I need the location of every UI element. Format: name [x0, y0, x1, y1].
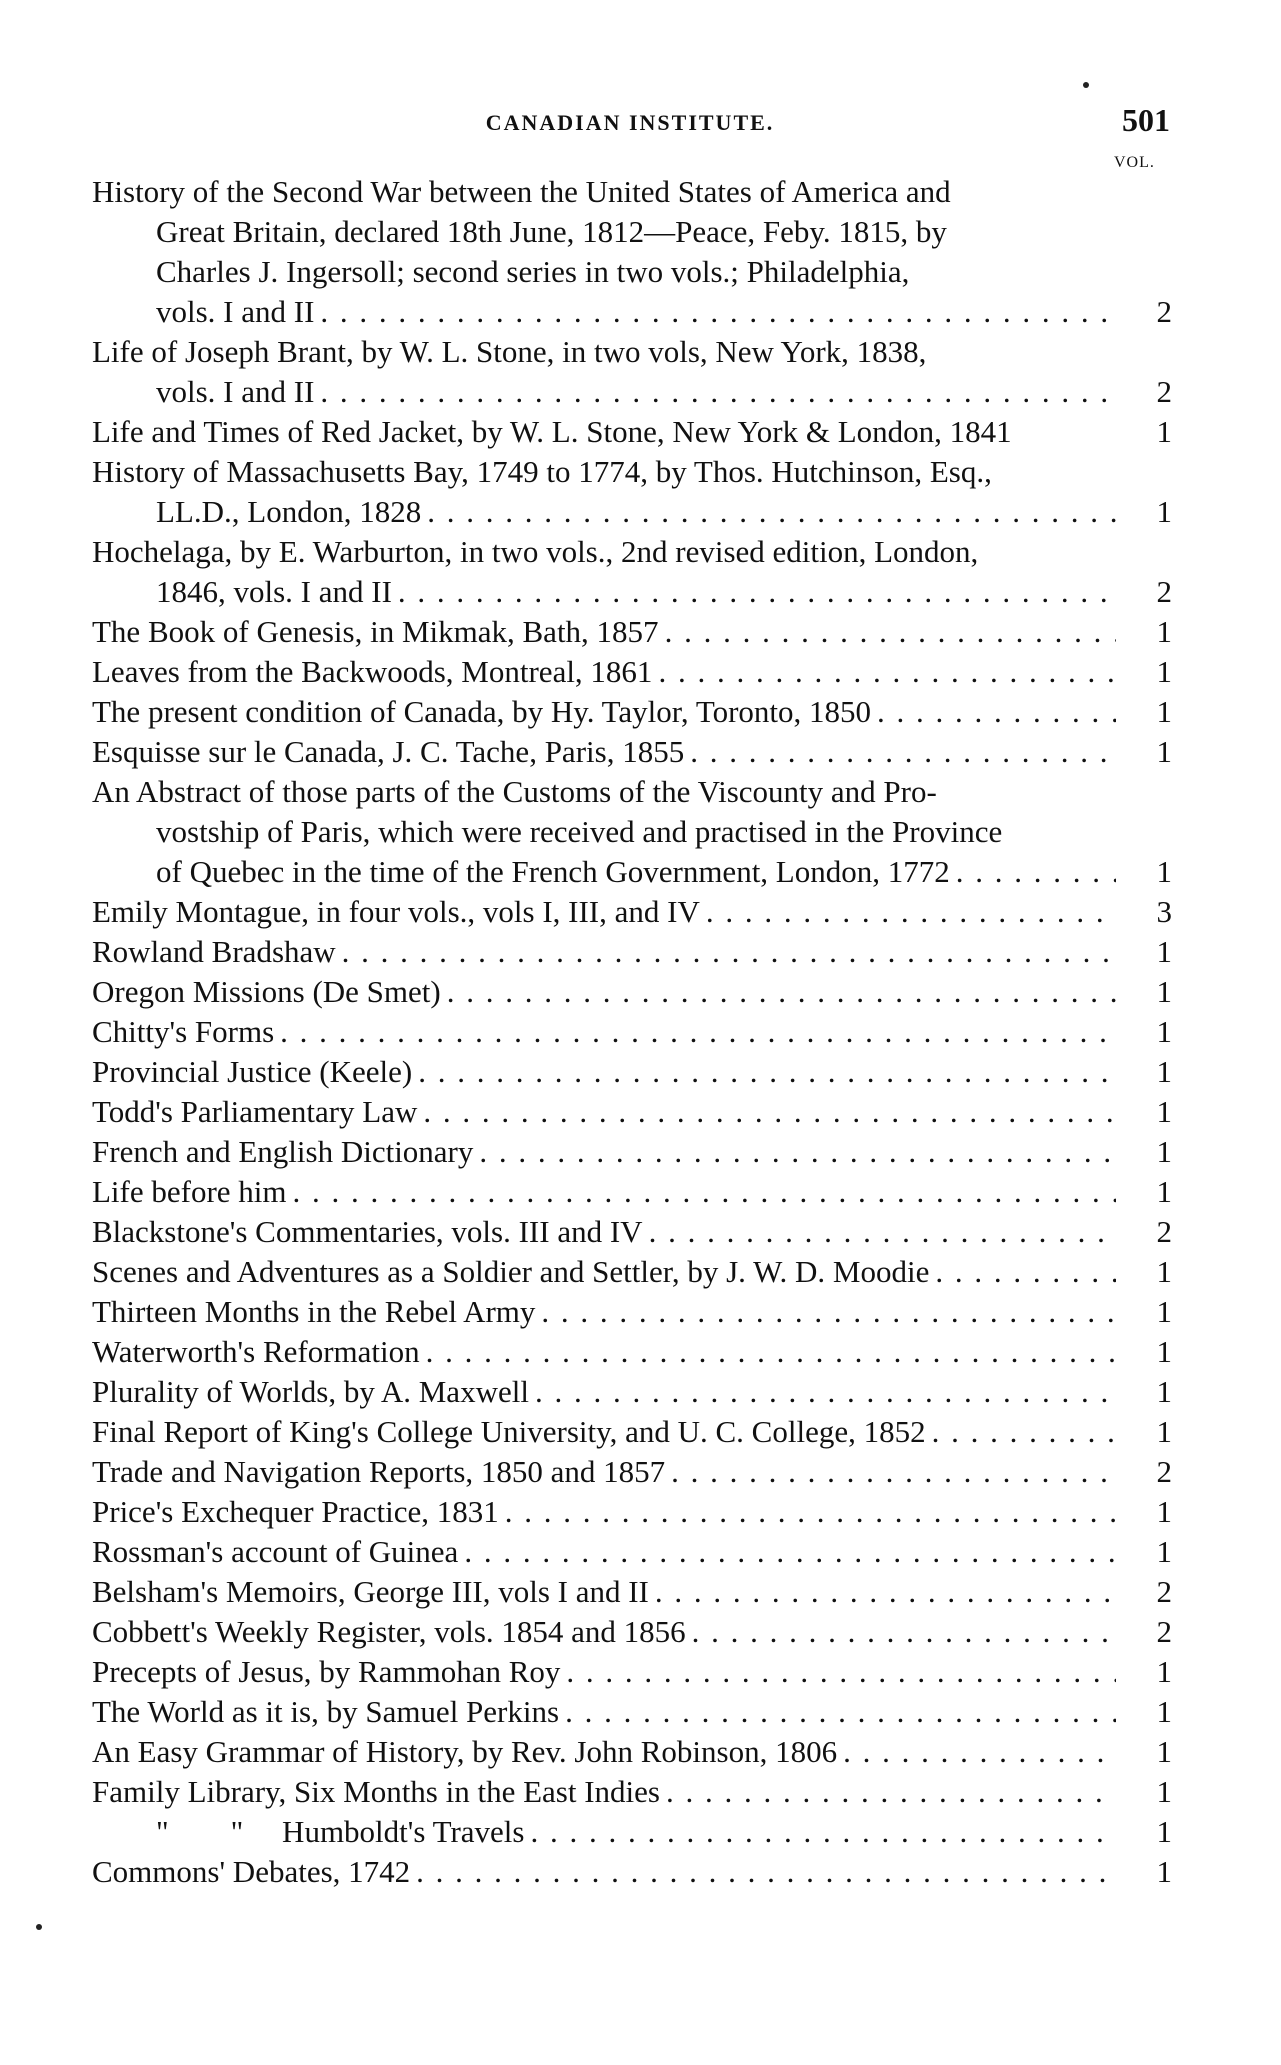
- dot-leader: [342, 932, 1116, 972]
- entry-text-line: History of the Second War between the United States of America and: [92, 174, 951, 209]
- catalogue-entry: [92, 1252, 1172, 1292]
- entry-last-line: [92, 1772, 1172, 1812]
- dot-leader: [505, 1492, 1116, 1532]
- entry-title: Leaves from the Backwoods, Montreal, 1861: [92, 654, 653, 689]
- dot-leader: [535, 1372, 1116, 1412]
- entry-title: Scenes and Adventures as a Soldier and Settler, by J. W. D. Moodie: [92, 1254, 930, 1289]
- volume-count: 1: [1156, 1654, 1172, 1689]
- entry-title: Family Library, Six Months in the East Indies: [92, 1774, 660, 1809]
- volume-count: 1: [1156, 1534, 1172, 1569]
- volume-count: 2: [1156, 1614, 1172, 1649]
- catalogue-entry: [92, 732, 1172, 772]
- entry-title: " " Humboldt's Travels: [156, 1814, 525, 1849]
- entry-title: The present condition of Canada, by Hy. Taylor, Toronto, 1850: [92, 694, 872, 729]
- entry-last-line: [92, 732, 1172, 772]
- catalogue-entry: [92, 932, 1172, 972]
- entry-title: Thirteen Months in the Rebel Army: [92, 1294, 536, 1329]
- entry-title: Trade and Navigation Reports, 1850 and 1857: [92, 1454, 666, 1489]
- entry-title: Precepts of Jesus, by Rammohan Roy: [92, 1654, 561, 1689]
- entry-title: Rowland Bradshaw: [92, 934, 336, 969]
- entry-last-line: [92, 692, 1172, 732]
- catalogue-entry: [92, 1612, 1172, 1652]
- entry-last-line: [92, 1852, 1172, 1892]
- volume-count: 1: [1156, 854, 1172, 889]
- volume-count: 1: [1156, 694, 1172, 729]
- entry-last-line: [92, 612, 1172, 652]
- entry-last-line: [92, 1692, 1172, 1732]
- dot-leader: [706, 892, 1116, 932]
- entry-last-line: [92, 1652, 1172, 1692]
- dot-leader: [398, 572, 1116, 612]
- entry-last-line: [92, 292, 1172, 332]
- entry-title: vols. I and II: [156, 374, 315, 409]
- dot-leader: [418, 1052, 1116, 1092]
- catalogue-entry: [92, 452, 1172, 532]
- volume-count: 1: [1156, 1814, 1172, 1849]
- entry-last-line: [92, 1252, 1172, 1292]
- entry-title: The Book of Genesis, in Mikmak, Bath, 1857: [92, 614, 659, 649]
- dot-leader: [447, 972, 1116, 1012]
- running-head: [90, 100, 1170, 144]
- volume-count: 2: [1156, 374, 1172, 409]
- catalogue-entry: [92, 1412, 1172, 1452]
- catalogue-entry: [92, 1732, 1172, 1772]
- entry-title: Chitty's Forms: [92, 1014, 275, 1049]
- catalogue-entry: [92, 1852, 1172, 1892]
- entry-title: Final Report of King's College University, and U. C. College, 1852: [92, 1414, 926, 1449]
- entry-title: Price's Exchequer Practice, 1831: [92, 1494, 499, 1529]
- dot-leader: [935, 1252, 1116, 1292]
- entry-last-line: [92, 1612, 1172, 1652]
- volume-count: 1: [1156, 1094, 1172, 1129]
- catalogue-entry: [92, 412, 1172, 452]
- entry-last-line: [92, 1292, 1172, 1332]
- entry-last-line: [92, 1372, 1172, 1412]
- entry-last-line: [92, 1452, 1172, 1492]
- catalogue-entry: [92, 1692, 1172, 1732]
- volume-count: 1: [1156, 1334, 1172, 1369]
- volume-count: 1: [1156, 1694, 1172, 1729]
- entry-last-line: [92, 652, 1172, 692]
- entry-title: French and English Dictionary: [92, 1134, 474, 1169]
- entry-last-line: [92, 1012, 1172, 1052]
- entry-title: Life before him: [92, 1174, 287, 1209]
- volume-count: 1: [1156, 1414, 1172, 1449]
- volume-count: 1: [1156, 614, 1172, 649]
- dot-leader: [479, 1132, 1116, 1172]
- catalogue-entry: [92, 1452, 1172, 1492]
- entry-title: Cobbett's Weekly Register, vols. 1854 and 1856: [92, 1614, 686, 1649]
- entry-text-line: Great Britain, declared 18th June, 1812—Peace, Feby. 1815, by: [156, 214, 947, 249]
- catalogue-entry: [92, 332, 1172, 412]
- dot-leader: [423, 1092, 1116, 1132]
- entry-title: Commons' Debates, 1742: [92, 1854, 411, 1889]
- volume-count: 1: [1156, 1134, 1172, 1169]
- dot-leader: [655, 1572, 1116, 1612]
- entry-last-line: [92, 1412, 1172, 1452]
- dot-leader: [666, 1772, 1116, 1812]
- entry-title: Waterworth's Reformation: [92, 1334, 420, 1369]
- catalogue-list: [92, 172, 1172, 1892]
- volume-count: 1: [1156, 1374, 1172, 1409]
- entry-title: vols. I and II: [156, 294, 315, 329]
- catalogue-entry: [92, 1092, 1172, 1132]
- volume-count: 1: [1156, 414, 1172, 449]
- catalogue-entry: [92, 1132, 1172, 1172]
- entry-title: 1846, vols. I and II: [156, 574, 392, 609]
- dot-leader: [877, 692, 1116, 732]
- catalogue-entry: [92, 1212, 1172, 1252]
- catalogue-entry: [92, 1372, 1172, 1412]
- entry-last-line: [92, 1492, 1172, 1532]
- volume-count: 2: [1156, 294, 1172, 329]
- dot-leader: [427, 492, 1116, 532]
- entry-text-line: An Abstract of those parts of the Customs of the Viscounty and Pro-: [92, 774, 937, 809]
- dot-leader: [565, 1692, 1116, 1732]
- dot-leader: [320, 292, 1116, 332]
- entry-last-line: [92, 412, 1172, 452]
- entry-last-line: [92, 932, 1172, 972]
- entry-text-line: Charles J. Ingersoll; second series in two vols.; Philadelphia,: [156, 254, 910, 289]
- entry-last-line: [92, 1732, 1172, 1772]
- entry-last-line: [92, 892, 1172, 932]
- volume-count: 1: [1156, 1774, 1172, 1809]
- catalogue-entry: [92, 1292, 1172, 1332]
- volume-count: 1: [1156, 1054, 1172, 1089]
- entry-title: Rossman's account of Guinea: [92, 1534, 459, 1569]
- dot-leader: [665, 612, 1116, 652]
- print-speck: [1083, 82, 1089, 88]
- volume-count: 1: [1156, 974, 1172, 1009]
- dot-leader: [843, 1732, 1116, 1772]
- entry-text-line: Life of Joseph Brant, by W. L. Stone, in two vols, New York, 1838,: [92, 334, 927, 369]
- entry-last-line: [92, 492, 1172, 532]
- dot-leader: [293, 1172, 1116, 1212]
- entry-last-line: [92, 852, 1172, 892]
- catalogue-entry: [92, 1332, 1172, 1372]
- volume-count: 1: [1156, 934, 1172, 969]
- dot-leader: [566, 1652, 1116, 1692]
- entry-title: Belsham's Memoirs, George III, vols I and II: [92, 1574, 649, 1609]
- page-number: 501: [1122, 102, 1170, 138]
- entry-title: The World as it is, by Samuel Perkins: [92, 1694, 560, 1729]
- volume-count: 2: [1156, 1214, 1172, 1249]
- entry-title: An Easy Grammar of History, by Rev. John Robinson, 1806: [92, 1734, 838, 1769]
- entry-title: Plurality of Worlds, by A. Maxwell: [92, 1374, 529, 1409]
- entry-title: Blackstone's Commentaries, vols. III and IV: [92, 1214, 643, 1249]
- dot-leader: [692, 1612, 1116, 1652]
- catalogue-entry: [92, 1172, 1172, 1212]
- dot-leader: [671, 1452, 1116, 1492]
- entry-last-line: [92, 1212, 1172, 1252]
- running-title: CANADIAN INSTITUTE.: [485, 110, 775, 135]
- entry-title: Todd's Parliamentary Law: [92, 1094, 418, 1129]
- dot-leader: [690, 732, 1116, 772]
- entry-title: of Quebec in the time of the French Government, London, 1772: [156, 854, 950, 889]
- catalogue-entry: [92, 612, 1172, 652]
- entry-last-line: [92, 1532, 1172, 1572]
- catalogue-entry: [92, 1772, 1172, 1812]
- entry-title: LL.D., London, 1828: [156, 494, 422, 529]
- volume-count: 1: [1156, 734, 1172, 769]
- entry-title: Esquisse sur le Canada, J. C. Tache, Paris, 1855: [92, 734, 685, 769]
- volume-count: 1: [1156, 1854, 1172, 1889]
- catalogue-entry: [92, 172, 1172, 332]
- volume-count: 1: [1156, 1254, 1172, 1289]
- dot-leader: [956, 852, 1116, 892]
- entry-text-line: History of Massachusetts Bay, 1749 to 1774, by Thos. Hutchinson, Esq.,: [92, 454, 992, 489]
- volume-count: 1: [1156, 1294, 1172, 1329]
- catalogue-entry: [92, 1492, 1172, 1532]
- entry-last-line: [92, 1052, 1172, 1092]
- entry-last-line: [92, 1132, 1172, 1172]
- volume-count: 1: [1156, 1494, 1172, 1529]
- print-speck: [36, 1924, 42, 1930]
- catalogue-entry: [92, 972, 1172, 1012]
- volume-count: 1: [1156, 1174, 1172, 1209]
- entry-last-line: [92, 1572, 1172, 1612]
- entry-title: Provincial Justice (Keele): [92, 1054, 413, 1089]
- entry-last-line: [92, 572, 1172, 612]
- catalogue-entry: [92, 532, 1172, 612]
- volume-count: 1: [1156, 654, 1172, 689]
- entry-last-line: [92, 1332, 1172, 1372]
- volume-count: 1: [1156, 494, 1172, 529]
- catalogue-entry: [92, 1052, 1172, 1092]
- entry-text-line: vostship of Paris, which were received and practised in the Province: [156, 814, 1003, 849]
- volume-count: 2: [1156, 1454, 1172, 1489]
- dot-leader: [426, 1332, 1116, 1372]
- dot-leader: [932, 1412, 1116, 1452]
- dot-leader: [658, 652, 1116, 692]
- volume-count: 1: [1156, 1734, 1172, 1769]
- catalogue-entry: [92, 772, 1172, 892]
- entry-last-line: [92, 1172, 1172, 1212]
- catalogue-entry: [92, 1652, 1172, 1692]
- entry-last-line: [92, 372, 1172, 412]
- vol-column-label: VOL.: [1114, 154, 1155, 171]
- entry-title: Emily Montague, in four vols., vols I, III, and IV: [92, 894, 700, 929]
- dot-leader: [320, 372, 1116, 412]
- catalogue-entry: [92, 1812, 1172, 1852]
- catalogue-entry: [92, 692, 1172, 732]
- catalogue-entry: [92, 652, 1172, 692]
- dot-leader: [464, 1532, 1116, 1572]
- entry-last-line: [92, 972, 1172, 1012]
- dot-leader: [649, 1212, 1116, 1252]
- catalogue-entry: [92, 1572, 1172, 1612]
- volume-count: 2: [1156, 574, 1172, 609]
- dot-leader: [531, 1812, 1117, 1852]
- catalogue-entry: [92, 892, 1172, 932]
- dot-leader: [416, 1852, 1116, 1892]
- dot-leader: [280, 1012, 1116, 1052]
- volume-count: 2: [1156, 1574, 1172, 1609]
- volume-count: 3: [1156, 894, 1172, 929]
- catalogue-entry: [92, 1532, 1172, 1572]
- entry-last-line: [92, 1092, 1172, 1132]
- entry-text-line: Hochelaga, by E. Warburton, in two vols., 2nd revised edition, London,: [92, 534, 979, 569]
- entry-title: Oregon Missions (De Smet): [92, 974, 441, 1009]
- entry-last-line: [92, 1812, 1172, 1852]
- entry-title: Life and Times of Red Jacket, by W. L. Stone, New York & London, 1841: [92, 414, 1012, 449]
- catalogue-entry: [92, 1012, 1172, 1052]
- volume-count: 1: [1156, 1014, 1172, 1049]
- dot-leader: [541, 1292, 1116, 1332]
